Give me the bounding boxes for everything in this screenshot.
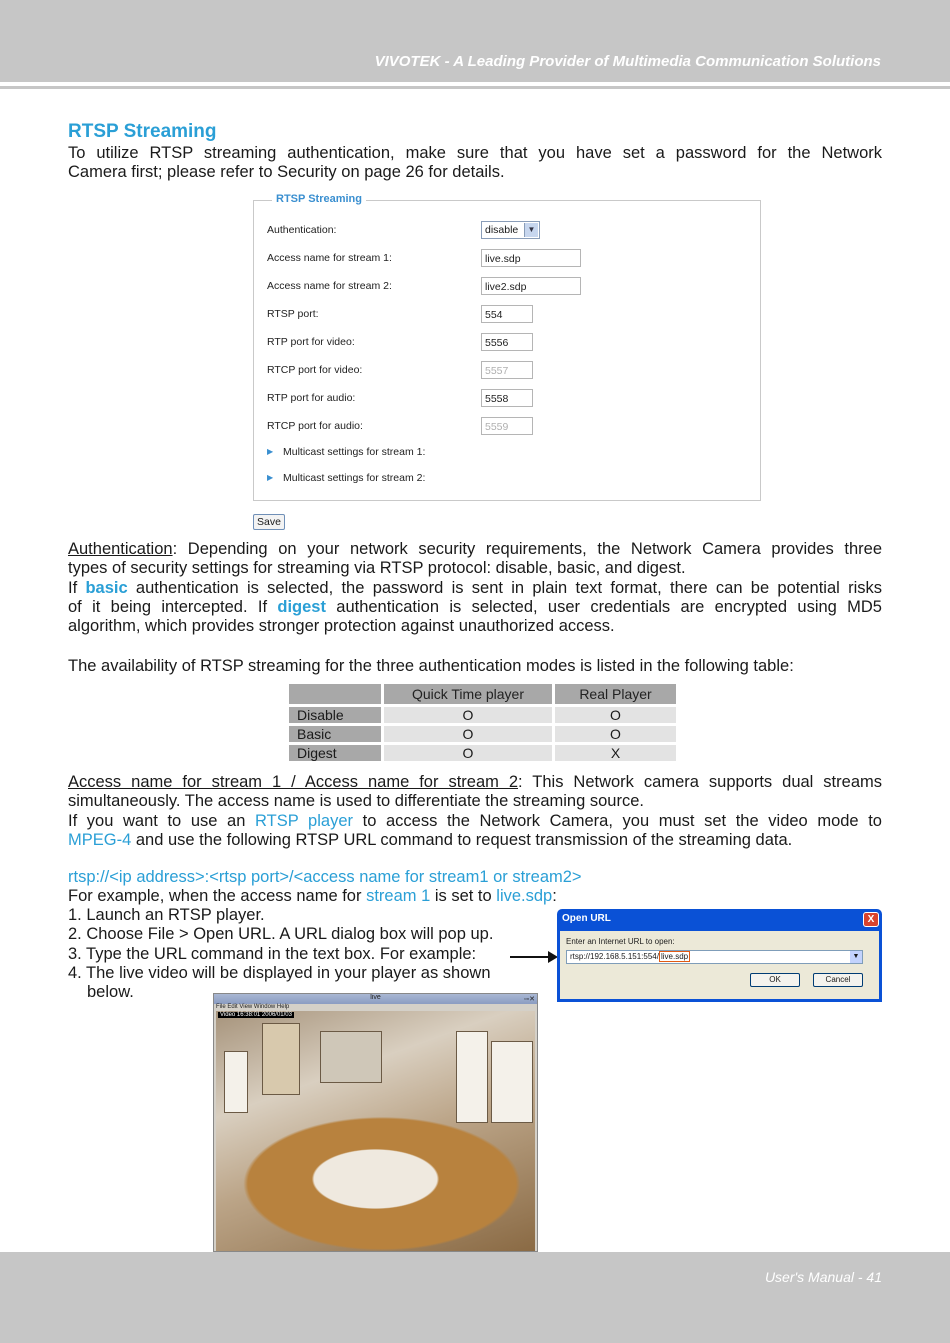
authentication-select-value: disable xyxy=(485,224,519,236)
dialog-body xyxy=(560,931,879,999)
table-row-mode: Disable xyxy=(289,707,381,723)
live-video-player xyxy=(213,993,538,1252)
rtp-audio-port-field[interactable]: 5558 xyxy=(481,389,533,407)
auth-line-5: algorithm, which provides stronger protection against unauthorized access. xyxy=(68,617,615,636)
basic-term: basic xyxy=(85,578,128,597)
save-button[interactable]: Save xyxy=(253,514,285,530)
access-name-stream2-field[interactable]: live2.sdp xyxy=(481,277,581,295)
step-4-continued: below. xyxy=(87,983,134,1002)
access-name-stream1-label: Access name for stream 1: xyxy=(267,252,392,264)
table-row-mode: Digest xyxy=(289,745,381,761)
auth-line-4 xyxy=(68,598,882,617)
table-header-corner xyxy=(289,684,381,704)
table-header-row xyxy=(289,684,676,704)
table-row xyxy=(289,707,676,723)
rtsp-port-label: RTSP port: xyxy=(267,308,319,320)
table-header-quicktime: Quick Time player xyxy=(384,684,552,704)
header-rule xyxy=(0,86,950,89)
table-cell-realplayer: X xyxy=(555,745,676,761)
window-controls-icon[interactable]: ▫▫✕ xyxy=(524,996,535,1003)
rtcp-audio-port-label: RTCP port for audio: xyxy=(267,420,363,432)
steps-list xyxy=(68,906,493,1002)
live-video-frame xyxy=(216,1011,535,1251)
intro-line-2: Camera first; please refer to Security on page 26 for details. xyxy=(68,163,505,182)
authentication-select[interactable] xyxy=(481,221,540,239)
availability-text: The availability of RTSP streaming for the three authentication modes is listed in the following table: xyxy=(68,657,794,675)
auth-line-1 xyxy=(68,540,882,559)
auth-line-4-a: of it being intercepted. If xyxy=(68,597,278,616)
intro-line-1: To utilize RTSP streaming authentication, make sure that you have set a password for the Network xyxy=(68,144,882,162)
access-line-1-text: : This Network camera supports dual streams xyxy=(518,773,882,791)
access-line-2: simultaneously. The access name is used to differentiate the streaming source. xyxy=(68,792,644,811)
rtcp-video-port-label: RTCP port for video: xyxy=(267,364,363,376)
expand-arrow-icon: ▶ xyxy=(267,447,274,456)
player-menu[interactable]: File Edit View Window Help xyxy=(216,1004,290,1010)
ok-button[interactable]: OK xyxy=(750,973,800,987)
step-4: 4. The live video will be displayed in your player as shown xyxy=(68,963,491,982)
digest-term: digest xyxy=(277,597,326,616)
access-name-stream2-label: Access name for stream 2: xyxy=(267,280,392,292)
example-line xyxy=(68,887,882,906)
header-tagline: VIVOTEK - A Leading Provider of Multimedia Communication Solutions xyxy=(374,53,881,70)
footer-page-label: User's Manual - 41 xyxy=(764,1269,882,1285)
authentication-label: Authentication: xyxy=(267,224,337,236)
rtsp-port-field[interactable]: 554 xyxy=(481,305,533,323)
example-stream: stream 1 xyxy=(366,887,431,905)
table-row xyxy=(289,745,676,761)
authentication-term: Authentication xyxy=(68,540,173,558)
rtp-audio-port-label: RTP port for audio: xyxy=(267,392,356,404)
auth-line-4-b: authentication is selected, user credentials are encrypted using MD5 xyxy=(325,597,882,616)
url-input[interactable] xyxy=(566,950,863,964)
table-cell-realplayer: O xyxy=(555,707,676,723)
rtcp-video-port-field: 5557 xyxy=(481,361,533,379)
close-icon[interactable]: X xyxy=(863,912,879,927)
video-timestamp: Video 16:38:01 2006/01/03 xyxy=(220,1012,292,1018)
url-highlight: live.sdp xyxy=(660,952,689,961)
multicast-stream2-label: Multicast settings for stream 2: xyxy=(283,472,426,484)
page-header-band xyxy=(0,0,950,82)
expand-arrow-icon: ▶ xyxy=(267,473,274,482)
table-row xyxy=(289,726,676,742)
table-cell-quicktime: O xyxy=(384,726,552,742)
access-line-4-b: and use the following RTSP URL command to request transmission of the streaming data. xyxy=(131,830,793,849)
open-url-dialog xyxy=(557,909,882,1002)
step-3: 3. Type the URL command in the text box. For example: xyxy=(68,944,477,963)
room-window xyxy=(224,1051,248,1113)
table-header-realplayer: Real Player xyxy=(555,684,676,704)
table-cell-realplayer: O xyxy=(555,726,676,742)
availability-table xyxy=(286,681,679,764)
dialog-title: Open URL xyxy=(562,913,611,924)
auth-line-2: types of security settings for streaming via RTSP protocol: disable, basic, and digest. xyxy=(68,559,686,578)
access-line-3-a: If you want to use an xyxy=(68,811,256,830)
url-prefix: rtsp://192.168.5.151:554/ xyxy=(570,952,659,961)
auth-line-1-text: : Depending on your network security requirements, the Network Camera provides three xyxy=(172,540,882,558)
rtsp-player-term: RTSP player xyxy=(255,811,353,830)
room-fireplace xyxy=(320,1031,382,1083)
example-value: live.sdp xyxy=(496,887,553,905)
room-shelf xyxy=(262,1023,300,1095)
access-name-stream1-field[interactable]: live.sdp xyxy=(481,249,581,267)
chevron-down-icon[interactable]: ▼ xyxy=(524,223,538,237)
rtp-video-port-label: RTP port for video: xyxy=(267,336,355,348)
chevron-down-icon[interactable]: ▼ xyxy=(850,951,862,963)
pointer-arrow-shaft xyxy=(510,956,552,958)
player-titlebar xyxy=(214,994,537,1004)
example-b: is set to xyxy=(430,887,497,905)
section-title: RTSP Streaming xyxy=(68,121,217,142)
table-row-mode: Basic xyxy=(289,726,381,742)
panel-legend: RTSP Streaming xyxy=(272,193,366,205)
step-2: 2. Choose File > Open URL. A URL dialog box will pop up. xyxy=(68,925,494,944)
auth-line-3-b: authentication is selected, the password is sent in plain text format, there can be potential risks xyxy=(127,578,882,597)
step-1: 1. Launch an RTSP player. xyxy=(68,906,265,924)
player-title: live xyxy=(370,994,381,1001)
auth-line-3-a: If xyxy=(68,578,86,597)
table-cell-quicktime: O xyxy=(384,707,552,723)
example-a: For example, when the access name for xyxy=(68,887,367,905)
intro-paragraph xyxy=(68,144,882,183)
example-c: : xyxy=(552,887,557,905)
room-window xyxy=(491,1041,533,1123)
room-window xyxy=(456,1031,488,1123)
rtsp-url-template: rtsp://<ip address>:<rtsp port>/<access name for stream1 or stream2> xyxy=(68,868,582,886)
authentication-paragraph xyxy=(68,540,882,636)
access-line-1 xyxy=(68,773,882,792)
access-line-3-b: to access the Network Camera, you must set the video mode to xyxy=(353,811,882,830)
mpeg4-term: MPEG-4 xyxy=(68,830,132,849)
multicast-stream1-label: Multicast settings for stream 1: xyxy=(283,446,426,458)
access-name-term: Access name for stream 1 / Access name for stream 2 xyxy=(68,773,519,791)
dialog-prompt: Enter an Internet URL to open: xyxy=(566,937,675,946)
auth-line-3 xyxy=(68,579,882,598)
rtcp-audio-port-field: 5559 xyxy=(481,417,533,435)
cancel-button[interactable]: Cancel xyxy=(813,973,863,987)
access-line-4 xyxy=(68,831,882,850)
page-footer-band xyxy=(0,1252,950,1343)
access-line-3 xyxy=(68,812,882,831)
rtsp-settings-panel xyxy=(253,193,761,501)
table-cell-quicktime: O xyxy=(384,745,552,761)
access-name-paragraph xyxy=(68,773,882,850)
rtp-video-port-field[interactable]: 5556 xyxy=(481,333,533,351)
